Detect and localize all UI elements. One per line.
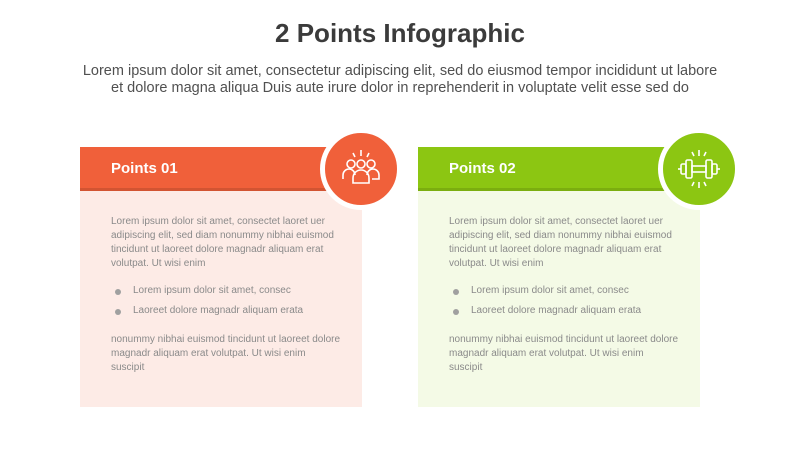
card-paragraph: Lorem ipsum dolor sit amet, consectet laoret uer adipiscing elit, sed diam nonummy nibhai euismod tincidunt ut laoreet dolore magnadr aliquam erat volutpat. Ut wisi enim bbox=[111, 216, 334, 269]
page-title: 2 Points Infographic bbox=[275, 18, 525, 48]
card-paragraph: nonummy nibhai euismod tincidunt ut laoreet dolore magnadr aliquam erat volutpat. Ut wisi enim suscipit bbox=[449, 334, 679, 373]
dumbbell-icon bbox=[658, 128, 740, 210]
bullet-item: Laoreet dolore magnadr aliquam erata bbox=[111, 305, 303, 316]
card-paragraph: nonummy nibhai euismod tincidunt ut laoreet dolore magnadr aliquam erat volutpat. Ut wisi enim suscipit bbox=[111, 334, 341, 373]
subtitle-line: et dolore magna aliqua Duis aute irure dolor in reprehenderit in voluptate velit esse sed do bbox=[111, 79, 689, 96]
subtitle bbox=[0, 63, 800, 96]
people-group-icon bbox=[320, 128, 402, 210]
card-title: Points 01 bbox=[111, 160, 178, 177]
subtitle-line: Lorem ipsum dolor sit amet, consectetur adipiscing elit, sed do eiusmod tempor incididunt ut labore bbox=[82, 63, 718, 79]
point-card-1 bbox=[80, 147, 362, 407]
card-paragraph: Lorem ipsum dolor sit amet, consectet laoret uer adipiscing elit, sed diam nonummy nibhai euismod tincidunt ut laoreet dolore magnadr aliquam erat volutpat. Ut wisi enim bbox=[449, 216, 672, 269]
point-card-2 bbox=[418, 147, 700, 407]
card-title: Points 02 bbox=[449, 160, 516, 177]
bullet-item: Lorem ipsum dolor sit amet, consec bbox=[449, 285, 629, 296]
bullet-item: Laoreet dolore magnadr aliquam erata bbox=[449, 305, 641, 316]
bullet-item: Lorem ipsum dolor sit amet, consec bbox=[111, 285, 291, 296]
